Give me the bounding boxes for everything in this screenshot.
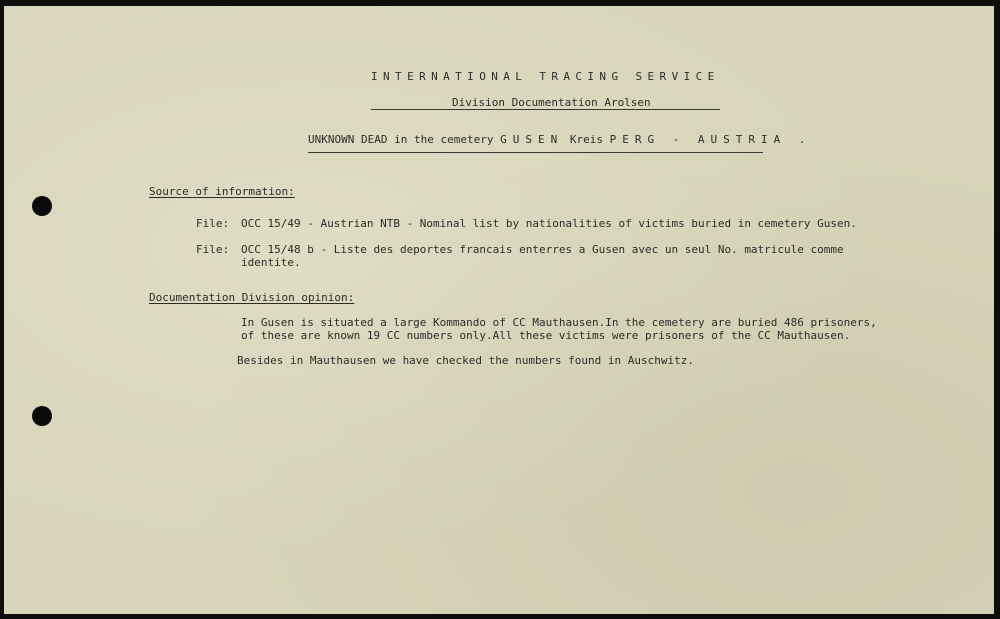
division-underline (371, 109, 720, 110)
opinion-paragraph-1-line-2: of these are known 19 CC numbers only.All these victims were prisoners of the CC Mauthausen. (241, 329, 851, 342)
title-underline (308, 152, 763, 153)
file-entry-1-text: OCC 15/49 - Austrian NTB - Nominal list by nationalities of victims buried in cemetery Gusen. (241, 217, 857, 230)
document-title (308, 133, 812, 146)
division-subtitle: Division Documentation Arolsen (452, 96, 651, 109)
title-middle2: Kreis (569, 133, 603, 146)
opinion-paragraph-2: Besides in Mauthausen we have checked the numbers found in Auschwitz. (237, 354, 694, 367)
title-prefix: UNKNOWN DEAD (308, 133, 388, 146)
title-middle1: in the cemetery (394, 133, 494, 146)
file-entry-2-text: OCC 15/48 b - Liste des deportes francais enterres a Gusen avec un seul No. matricule comme (241, 243, 844, 256)
title-place: GUSEN (500, 133, 564, 146)
file-entry-2-label: File: (196, 243, 230, 256)
document-sheet (4, 6, 994, 614)
punch-hole-bottom (32, 406, 52, 426)
file-entry-1-label: File: (196, 217, 230, 230)
opinion-paragraph-1-line-1: In Gusen is situated a large Kommando of CC Mauthausen.In the cemetery are buried 486 prisoners, (241, 316, 877, 329)
title-region: PERG - AUSTRIA . (609, 133, 812, 146)
punch-hole-top (32, 196, 52, 216)
opinion-heading: Documentation Division opinion: (149, 291, 355, 304)
organization-title: INTERNATIONAL TRACING SERVICE (371, 70, 720, 83)
source-heading: Source of information: (149, 185, 295, 198)
file-entry-2-continuation: identite. (241, 256, 301, 269)
